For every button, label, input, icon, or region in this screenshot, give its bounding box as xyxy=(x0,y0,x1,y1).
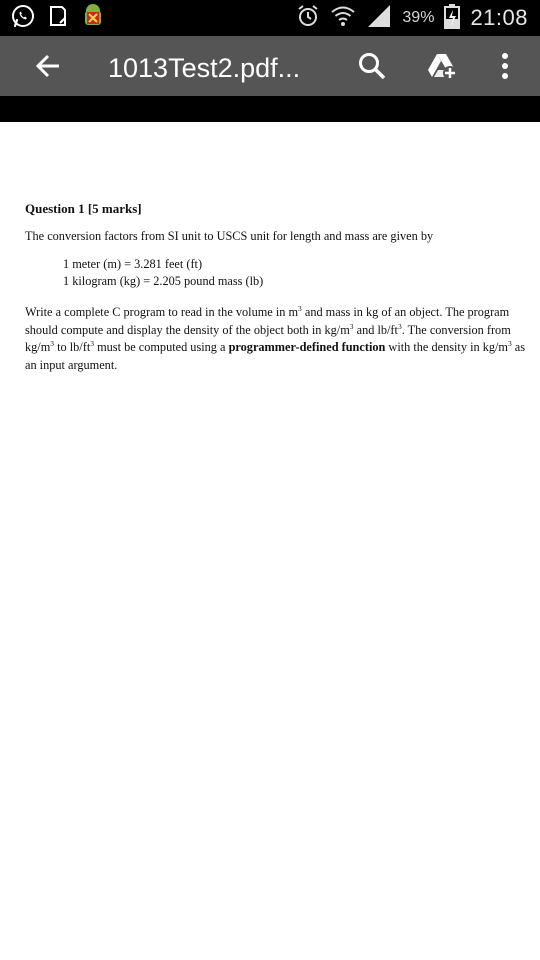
status-bar xyxy=(0,0,540,36)
battery-percent: 39% xyxy=(402,9,435,26)
add-to-drive-icon xyxy=(426,51,458,86)
whatsapp-icon xyxy=(10,3,36,34)
task-text: . The conversion from kg/m xyxy=(25,322,511,354)
task-text: Write a complete C program to read in the volume in m xyxy=(25,305,299,319)
status-bar-right xyxy=(296,0,528,36)
wifi-icon xyxy=(330,3,356,34)
arrow-back-icon xyxy=(34,52,62,85)
more-vert-icon xyxy=(500,52,510,85)
task-text: as an input argument. xyxy=(25,340,526,372)
back-button[interactable] xyxy=(28,48,68,88)
superscript: 3 xyxy=(397,321,402,331)
search-icon xyxy=(357,51,387,86)
task-text: and lb/ft xyxy=(353,322,398,337)
question-title: Question 1 [5 marks] xyxy=(25,201,142,216)
superscript: 3 xyxy=(349,321,354,331)
pdf-page[interactable] xyxy=(0,122,540,960)
download-notification-icon xyxy=(46,3,70,34)
android-debug-icon xyxy=(80,3,106,34)
add-to-drive-button[interactable] xyxy=(422,48,462,88)
toolbar xyxy=(0,36,540,96)
superscript: 3 xyxy=(90,338,94,348)
superscript: 3 xyxy=(507,338,512,348)
document-title: 1013Test2.pdf... xyxy=(108,53,301,83)
task-text: to lb/ft xyxy=(54,340,91,354)
equation-mass: 1 kilogram (kg) = 2.205 pound mass (lb) xyxy=(63,274,264,288)
app-bar xyxy=(0,36,540,122)
battery-icon xyxy=(444,3,460,34)
task-text: with the density in kg/m xyxy=(385,340,508,354)
signal-icon xyxy=(366,3,392,34)
intro-paragraph: The conversion factors from SI unit to USCS unit for length and mass are given by xyxy=(25,229,434,243)
bold-term: programmer-defined function xyxy=(228,340,386,354)
superscript: 3 xyxy=(298,303,302,313)
task-text: must be computed using a xyxy=(94,340,229,354)
task-paragraph xyxy=(25,304,530,374)
status-bar-left xyxy=(10,4,106,32)
search-button[interactable] xyxy=(352,48,392,88)
alarm-icon xyxy=(296,3,320,34)
more-options-button[interactable] xyxy=(490,48,520,88)
clock: 21:08 xyxy=(470,5,528,30)
task-text: and mass in kg of an object. The program should compute and display the density of the object both in kg/m xyxy=(25,305,510,337)
superscript: 3 xyxy=(50,338,55,348)
equation-length: 1 meter (m) = 3.281 feet (ft) xyxy=(63,257,203,271)
